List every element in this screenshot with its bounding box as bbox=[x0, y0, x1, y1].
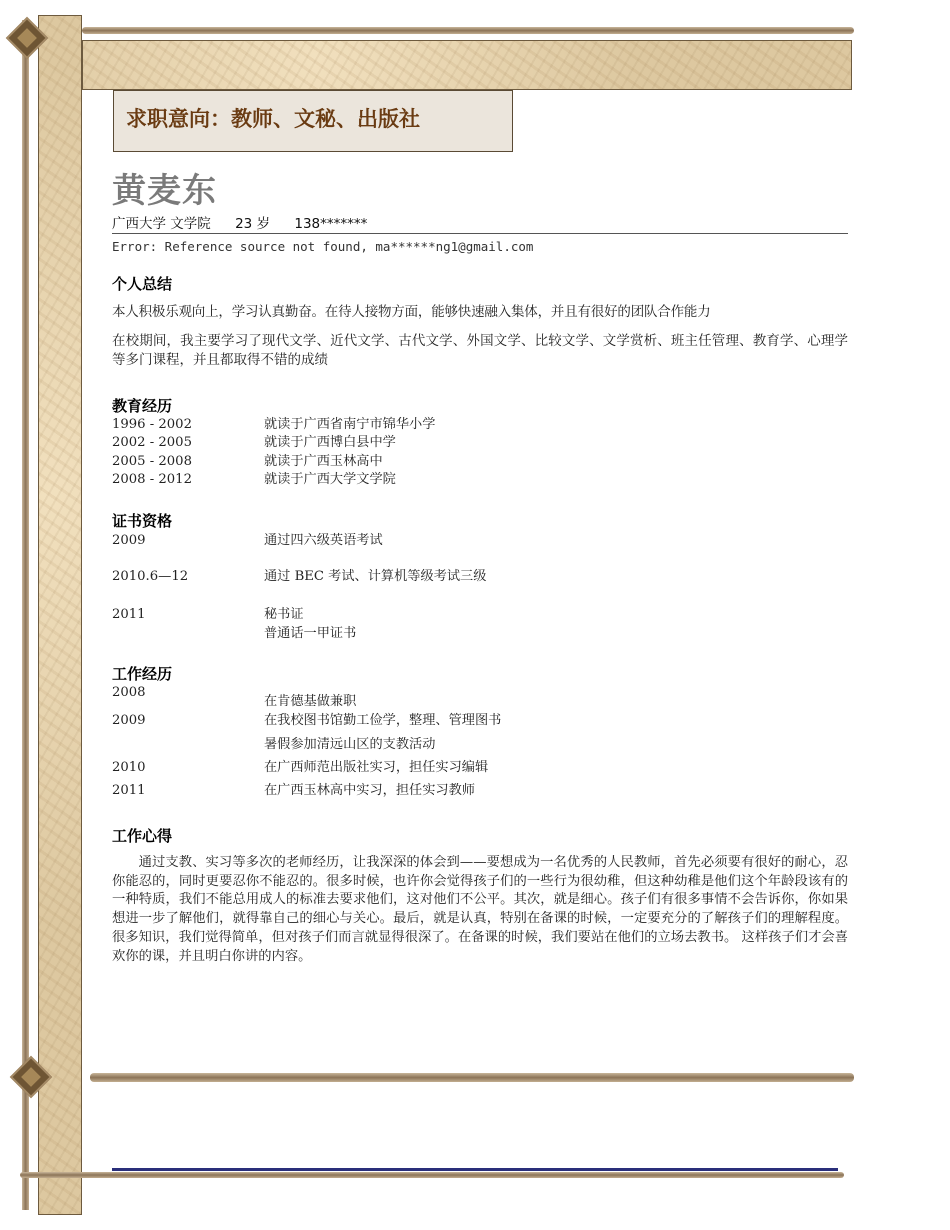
work-desc: 暑假参加清远山区的支教活动 bbox=[264, 737, 436, 752]
resume-content bbox=[112, 170, 848, 964]
top-parchment-banner bbox=[82, 40, 852, 90]
work-desc: 在肯德基做兼职 bbox=[264, 694, 357, 709]
education-period: 2008 - 2012 bbox=[112, 472, 192, 487]
contact-line bbox=[112, 212, 848, 234]
work-year: 2011 bbox=[112, 783, 146, 798]
phone: 138******* bbox=[294, 216, 368, 232]
top-rod bbox=[82, 27, 854, 34]
candidate-name: 黄麦东 bbox=[112, 171, 217, 211]
certificate-year: 2011 bbox=[112, 607, 146, 622]
certificate-item: 通过四六级英语考试 bbox=[264, 533, 383, 548]
work-year: 2010 bbox=[112, 760, 146, 775]
bottom-blue-line bbox=[112, 1168, 838, 1171]
certificate-year: 2010.6—12 bbox=[112, 569, 189, 584]
certificate-item: 秘书证 bbox=[264, 607, 304, 622]
certificate-year: 2009 bbox=[112, 533, 146, 548]
education-period: 1996 - 2002 bbox=[112, 417, 192, 432]
work-desc: 在广西师范出版社实习，担任实习编辑 bbox=[264, 760, 489, 775]
summary-para-1: 本人积极乐观向上，学习认真勤奋。在待人接物方面，能够快速融入集体，并且有很好的团队合作能力 bbox=[112, 304, 711, 320]
bottom-rod bbox=[20, 1172, 844, 1178]
middle-rod bbox=[90, 1073, 854, 1082]
education-period: 2002 - 2005 bbox=[112, 435, 192, 450]
education-desc: 就读于广西大学文学院 bbox=[264, 472, 396, 487]
education-desc: 就读于广西玉林高中 bbox=[264, 454, 383, 469]
left-parchment-post bbox=[38, 15, 82, 1215]
email-line: Error: Reference source not found, ma******ng1@gmail.com bbox=[112, 239, 534, 254]
job-objective: 求职意向：教师、文秘、出版社 bbox=[126, 107, 420, 131]
education-period: 2005 - 2008 bbox=[112, 454, 192, 469]
left-thin-rod bbox=[22, 20, 29, 1210]
work-desc: 在我校图书馆勤工俭学，整理、管理图书 bbox=[264, 713, 502, 728]
job-objective-box bbox=[113, 90, 513, 152]
work-year: 2008 bbox=[112, 685, 146, 700]
education-title: 教育经历 bbox=[112, 397, 173, 415]
reflection-text: 通过支教、实习等多次的老师经历，让我深深的体会到——要想成为一名优秀的人民教师，首先必须要有很好的耐心，忍你能忍的，同时更要忍你不能忍的。很多时候，也许你会觉得孩子们的一些行为很幼稚，但这种幼稚是他们这个年龄段该有的一种特质，我们不能总用成人的标准去要求他们，这对他们不公平。其次，就是细心。孩子们有很多事情不会告诉你，你如果想进一步了解他们，就得靠自己的细心与关心。最后，就是认真，特别在备课的时候，一定要充分的了解孩子们的理解程度。很多知识，我们觉得简单，但对孩子们而言就显得很深了。在备课的时候，我们要站在他们的立场去教书。 这样孩子们才会喜欢你的课，并且明白你讲的内容。 bbox=[112, 855, 848, 964]
work-year: 2009 bbox=[112, 713, 146, 728]
education-desc: 就读于广西博白县中学 bbox=[264, 435, 396, 450]
certificate-item: 普通话一甲证书 bbox=[264, 626, 357, 641]
work-title: 工作经历 bbox=[112, 665, 173, 683]
certificate-item: 通过 BEC 考试、计算机等级考试三级 bbox=[264, 569, 487, 584]
work-desc: 在广西玉林高中实习，担任实习教师 bbox=[264, 783, 475, 798]
age: 23 岁 bbox=[235, 216, 271, 232]
summary-title: 个人总结 bbox=[112, 275, 173, 293]
summary-para-2: 在校期间，我主要学习了现代文学、近代文学、古代文学、外国文学、比较文学、文学赏析、班主任管理、教育学、心理学等多门课程，并且都取得不错的成绩 bbox=[112, 333, 848, 368]
certificates-title: 证书资格 bbox=[112, 512, 173, 530]
school: 广西大学 文学院 bbox=[112, 216, 211, 232]
education-desc: 就读于广西省南宁市锦华小学 bbox=[264, 417, 436, 432]
reflection-title: 工作心得 bbox=[112, 827, 173, 845]
